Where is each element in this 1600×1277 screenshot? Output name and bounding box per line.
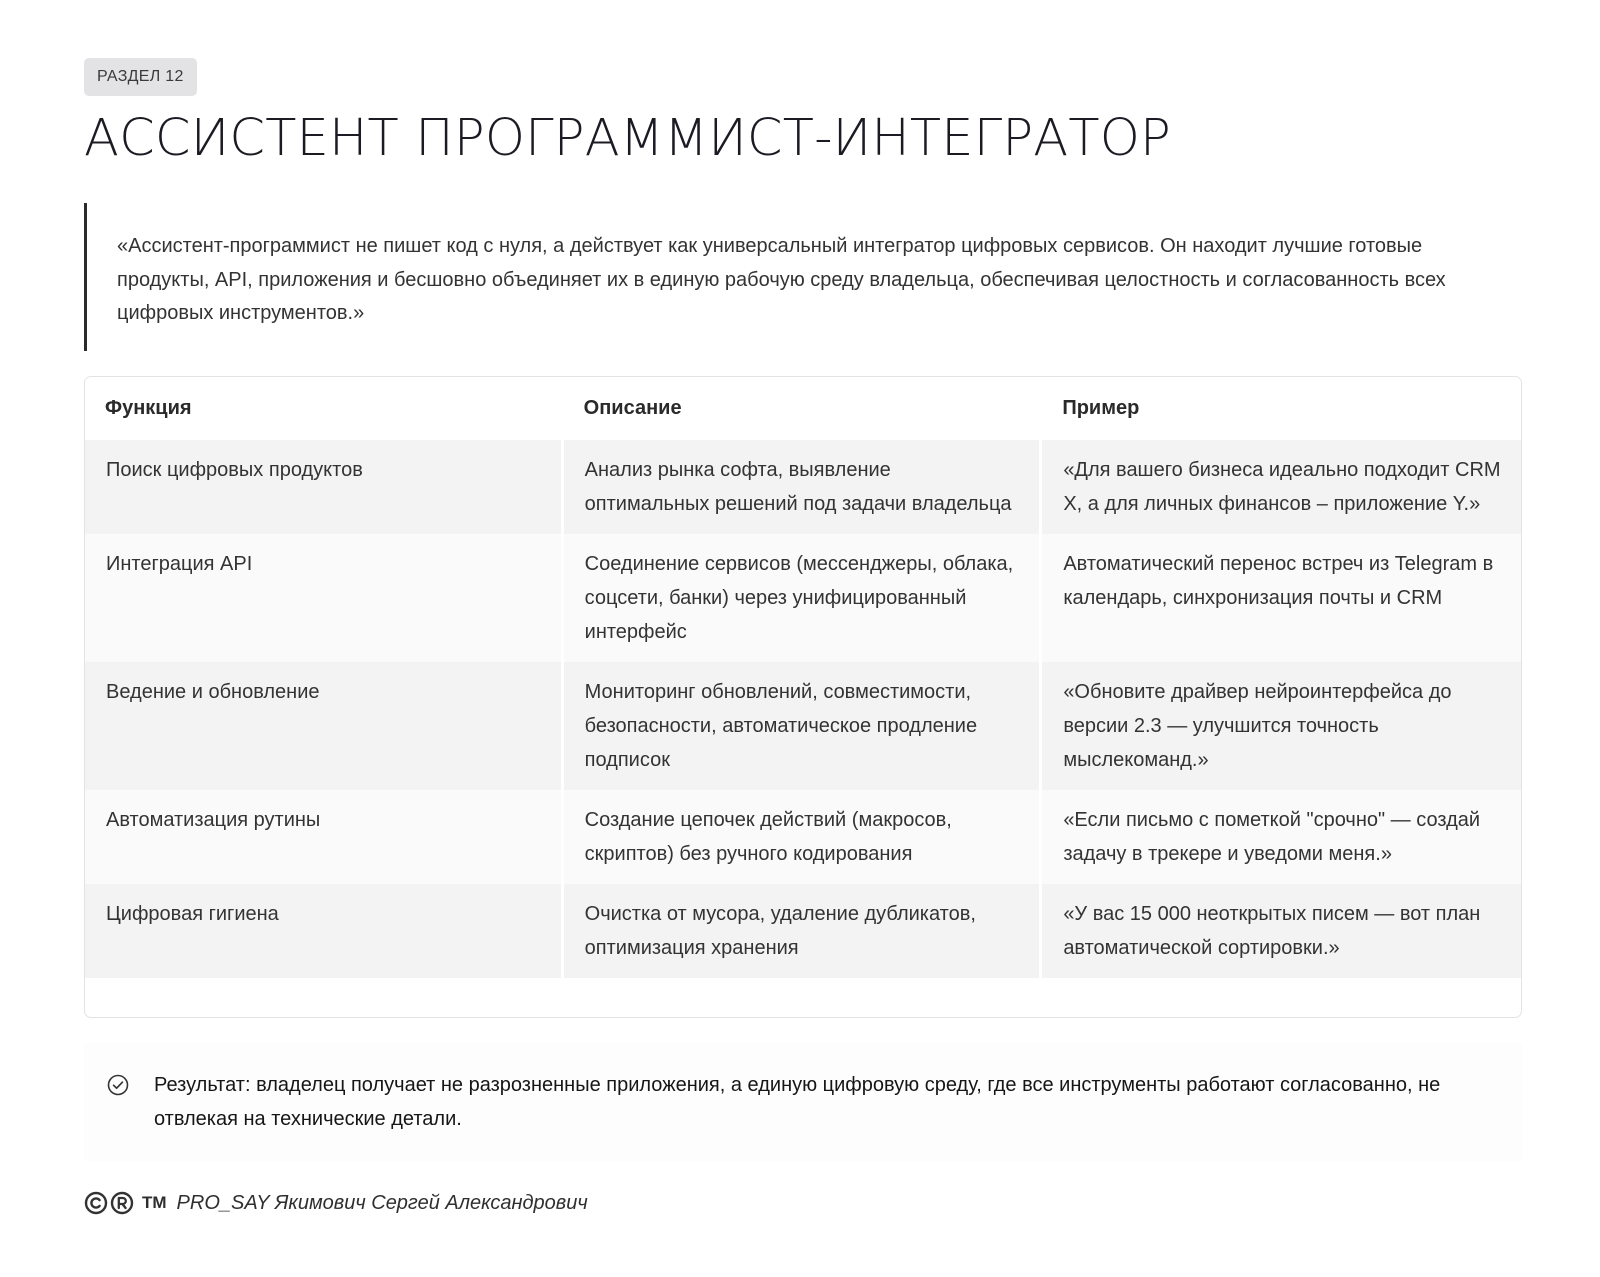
column-header-example: Пример bbox=[1042, 377, 1521, 440]
copyright-footer bbox=[84, 1187, 588, 1219]
table-cell-description: Создание цепочек действий (макросов, скриптов) без ручного кодирования bbox=[564, 790, 1043, 884]
table-cell-function: Ведение и обновление bbox=[85, 662, 564, 790]
functions-table bbox=[84, 376, 1522, 1018]
table-cell-function: Интеграция API bbox=[85, 534, 564, 662]
table-header-row bbox=[85, 377, 1521, 440]
table-cell-example: «Обновите драйвер нейроинтерфейса до версии 2.3 — улучшится точность мыслекоманд.» bbox=[1042, 662, 1521, 790]
table-cell-description: Очистка от мусора, удаление дубликатов, оптимизация хранения bbox=[564, 884, 1043, 978]
result-callout bbox=[84, 1043, 1522, 1161]
table-cell-example: Автоматический перенос встреч из Telegram в календарь, синхронизация почты и CRM bbox=[1042, 534, 1521, 662]
tm-mark: TM bbox=[142, 1193, 167, 1212]
copyright-icon bbox=[84, 1191, 108, 1215]
column-header-function: Функция bbox=[85, 377, 564, 440]
table-row bbox=[85, 534, 1521, 662]
trademark-marks bbox=[84, 1191, 171, 1215]
page-title: АССИСТЕНТ ПРОГРАММИСТ-ИНТЕГРАТОР bbox=[84, 109, 1172, 168]
table-cell-example: «У вас 15 000 неоткрытых писем — вот план автоматической сортировки.» bbox=[1042, 884, 1521, 978]
table-row bbox=[85, 440, 1521, 534]
table-cell-description: Соединение сервисов (мессенджеры, облака, соцсети, банки) через унифицированный интерфейс bbox=[564, 534, 1043, 662]
table-cell-example: «Если письмо с пометкой "срочно" — создай задачу в трекере и уведоми меня.» bbox=[1042, 790, 1521, 884]
table-cell-description: Анализ рынка софта, выявление оптимальных решений под задачи владельца bbox=[564, 440, 1043, 534]
table-cell-function: Цифровая гигиена bbox=[85, 884, 564, 978]
table-cell-function: Автоматизация рутины bbox=[85, 790, 564, 884]
column-header-description: Описание bbox=[564, 377, 1043, 440]
table-cell-function: Поиск цифровых продуктов bbox=[85, 440, 564, 534]
check-circle-icon bbox=[107, 1073, 129, 1095]
registered-icon bbox=[110, 1191, 134, 1215]
author-name: PRO_SAY Якимович Сергей Александрович bbox=[176, 1191, 588, 1214]
table-row bbox=[85, 790, 1521, 884]
table-cell-example: «Для вашего бизнеса идеально подходит CRM X, а для личных финансов – приложение Y.» bbox=[1042, 440, 1521, 534]
table-row bbox=[85, 662, 1521, 790]
table-cell-description: Мониторинг обновлений, совместимости, безопасности, автоматическое продление подписок bbox=[564, 662, 1043, 790]
section-badge: РАЗДЕЛ 12 bbox=[84, 58, 197, 96]
table-row bbox=[85, 884, 1521, 978]
blockquote: «Ассистент-программист не пишет код с нуля, а действует как универсальный интегратор цифровых сервисов. Он находит лучшие готовые продукты, API, приложения и бесшовно объединяет их в единую рабочую среду владельца, обеспечивая целостность и согласованность всех цифровых инструментов.» bbox=[84, 203, 1522, 351]
result-text: Результат: владелец получает не разрозненные приложения, а единую цифровую среду, где все инструменты работают согласованно, не отвлекая на технические детали. bbox=[154, 1074, 1441, 1130]
